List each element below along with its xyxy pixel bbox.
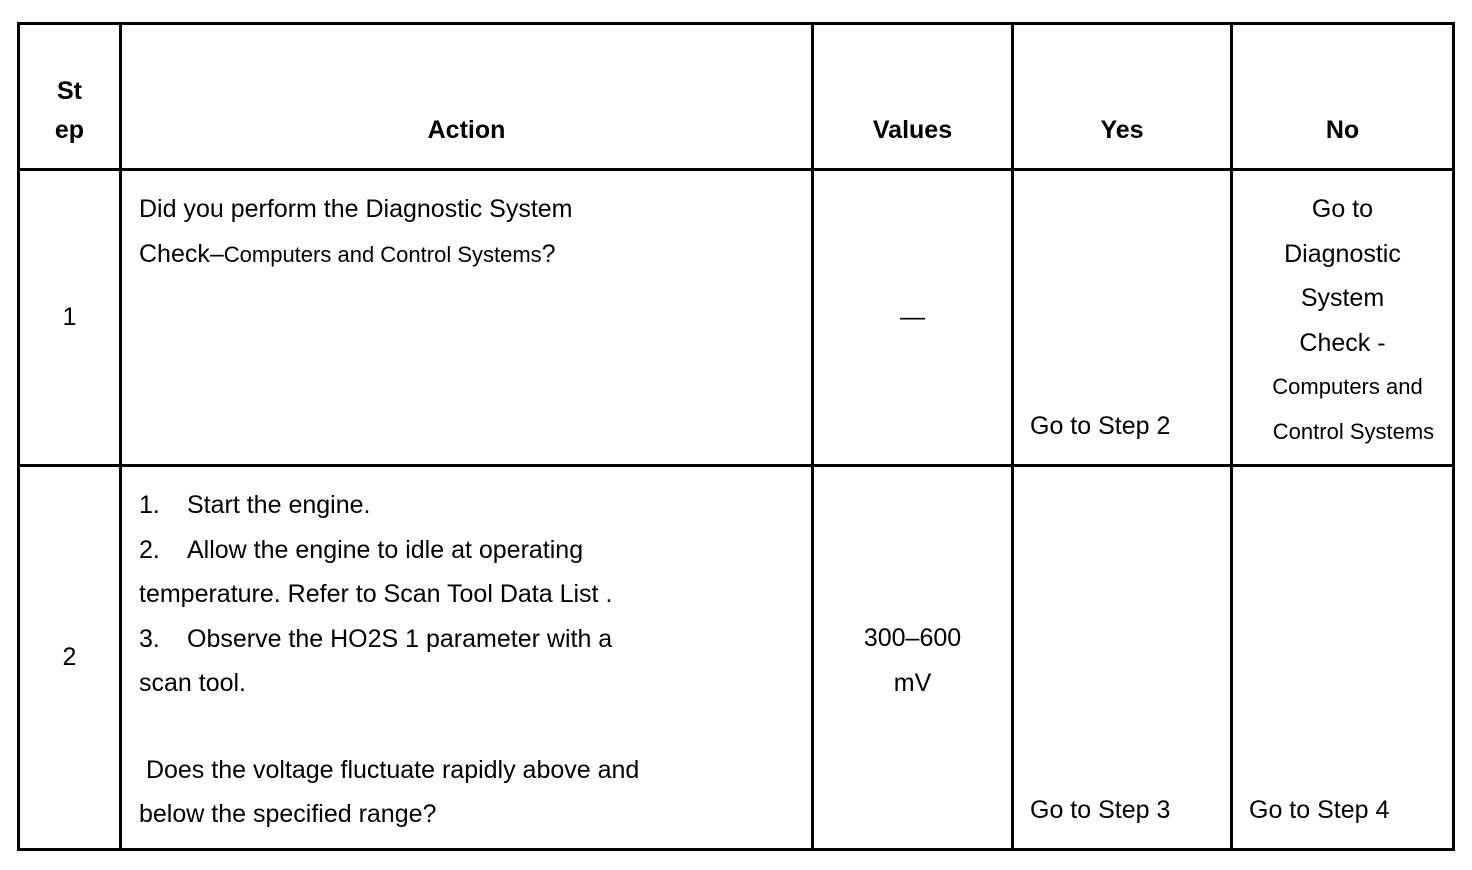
header-action: Action — [121, 24, 813, 170]
action-item-text: Start the engine. — [187, 491, 371, 519]
action-item — [139, 617, 811, 662]
action-text — [139, 232, 811, 278]
no-text: Diagnostic — [1284, 239, 1401, 268]
no-text: Check - — [1299, 328, 1386, 357]
value-cell — [813, 466, 1013, 850]
spacer — [139, 706, 811, 748]
header-yes: Yes — [1013, 24, 1232, 170]
header-step — [19, 24, 121, 170]
table-row — [19, 466, 1454, 850]
no-text: Go to — [1311, 195, 1374, 223]
action-text: Did you perform the Diagnostic System — [139, 195, 573, 223]
action-item-text: Observe the HO2S 1 parameter with a — [187, 624, 613, 653]
no-cell — [1232, 170, 1454, 466]
action-item-number: 3. — [139, 624, 160, 653]
header-values: Values — [813, 24, 1013, 170]
header-step-line2: ep — [54, 116, 85, 144]
header-no: No — [1232, 24, 1454, 170]
action-item — [139, 528, 811, 573]
action-item-number: 2. — [139, 535, 160, 564]
value-text: 300–600 — [863, 624, 962, 652]
yes-cell: Go to Step 2 — [1013, 170, 1232, 466]
action-text-main: Check– — [139, 239, 224, 268]
no-text: System — [1300, 284, 1385, 312]
action-text-end: ? — [541, 239, 556, 268]
value-cell: — — [813, 170, 1013, 466]
action-cell — [121, 466, 813, 850]
step-number: 2 — [19, 466, 121, 850]
action-item-number: 1. — [139, 491, 160, 519]
diagnostic-table — [17, 22, 1455, 851]
no-text-small: Computers and — [1272, 374, 1423, 399]
no-cell: Go to Step 4 — [1232, 466, 1454, 850]
action-item-text: Allow the engine to idle at operating — [187, 535, 584, 564]
value-unit: mV — [893, 668, 932, 697]
step-number: 1 — [19, 170, 121, 466]
question-text: Does the voltage fluctuate rapidly above and — [139, 755, 640, 784]
yes-cell: Go to Step 3 — [1013, 466, 1232, 850]
action-item — [139, 661, 811, 706]
action-item-text: scan tool. — [139, 669, 247, 697]
header-row — [19, 24, 1454, 170]
action-item — [139, 483, 811, 528]
action-text-small: Computers and Control Systems — [223, 241, 542, 267]
question-text: below the specified range? — [139, 800, 437, 828]
table-row — [19, 170, 1454, 466]
action-cell — [121, 170, 813, 466]
no-text-small: Control Systems — [1272, 418, 1435, 444]
action-item — [139, 572, 811, 617]
header-step-line1: St — [57, 77, 82, 105]
action-item-text: temperature. Refer to Scan Tool Data List . — [139, 580, 613, 608]
